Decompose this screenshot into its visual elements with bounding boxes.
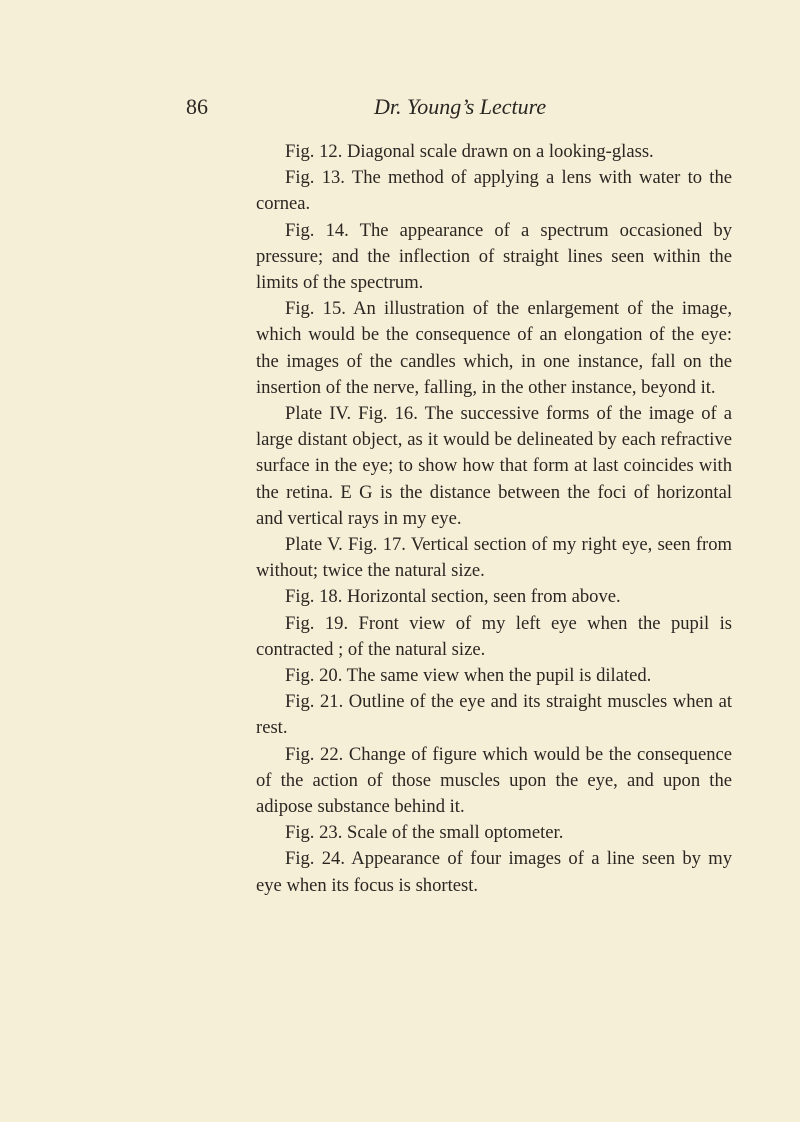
paragraph-plate-iv-fig-16: Plate IV. Fig. 16. The successive forms of the image of a large distant object, as it would be delineated by each refractive surface in the eye; to show how that form at last coincides with the retina. E G is the distance between the foci of horizontal and vertical rays in my eye. — [256, 403, 732, 529]
running-title: Dr. Young’s Lecture — [374, 94, 547, 119]
paragraph-fig-20: Fig. 20. The same view when the pupil is dilated. — [285, 665, 652, 687]
paragraph-fig-14: Fig. 14. The appearance of a spectrum occasioned by pressure; and the inflection of straight lines seen within the limits of the spectrum. — [256, 219, 732, 294]
paragraph-fig-19: Fig. 19. Front view of my left eye when the pupil is contracted ; of the natural size. — [256, 612, 732, 660]
paragraph-fig-21: Fig. 21. Outline of the eye and its straight muscles when at rest. — [256, 691, 732, 739]
paragraph-fig-12: Fig. 12. Diagonal scale drawn on a looking-glass. — [285, 141, 654, 162]
paragraph-fig-13: Fig. 13. The method of applying a lens with water to the cornea. — [256, 167, 732, 215]
paragraph-fig-18: Fig. 18. Horizontal section, seen from above. — [285, 586, 621, 608]
page-number: 86 — [186, 94, 208, 119]
paragraph-fig-22: Fig. 22. Change of figure which would be the consequence of the action of those muscles upon the eye, and upon the adipose substance behind it. — [256, 743, 732, 818]
running-head — [186, 94, 616, 124]
paragraph-plate-v-fig-17: Plate V. Fig. 17. Vertical section of my right eye, seen from without; twice the natural size. — [256, 534, 732, 582]
paragraph-fig-24: Fig. 24. Appearance of four images of a line seen by my eye when its focus is shortest. — [256, 848, 732, 896]
body-text — [256, 139, 732, 899]
paragraph-fig-15: Fig. 15. An illustration of the enlargement of the image, which would be the consequence of an elongation of the eye: the images of the candles which, in one instance, fall on the insertion of the nerve, falling, in the other instance, beyond it. — [256, 298, 732, 398]
paragraph-fig-23: Fig. 23. Scale of the small optometer. — [285, 822, 564, 844]
